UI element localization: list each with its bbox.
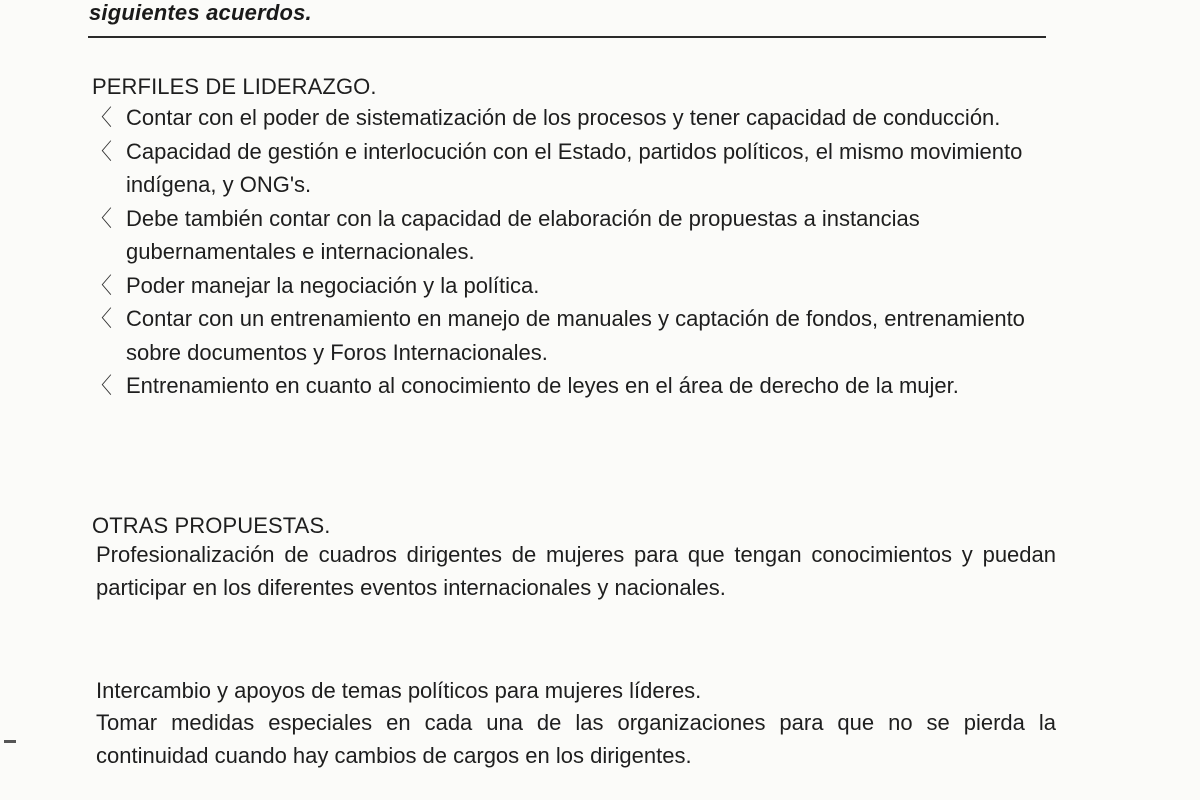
section-title-perfiles: PERFILES DE LIDERAZGO. — [92, 74, 377, 99]
proposal-paragraph: Intercambio y apoyos de temas políticos para mujeres líderes. — [96, 678, 702, 703]
heading-fragment: siguientes acuerdos. — [89, 0, 312, 25]
list-item — [90, 135, 1050, 202]
bullet-marker-icon: 〈 — [90, 306, 113, 331]
list-item-text: Contar con un entrenamiento en manejo de manuales y captación de fondos, entrenamiento sobre documentos y Foros Internacionales. — [126, 306, 1025, 365]
leadership-profile-list — [90, 101, 1050, 403]
list-item — [90, 269, 1050, 303]
scan-edge-mark — [4, 740, 16, 743]
list-item — [90, 101, 1050, 135]
list-item — [90, 302, 1050, 369]
list-item-text: Contar con el poder de sistematización de los procesos y tener capacidad de conducción. — [126, 105, 1001, 130]
bullet-marker-icon: 〈 — [90, 272, 113, 298]
bullet-marker-icon: 〈 — [90, 373, 113, 398]
horizontal-rule — [88, 36, 1046, 38]
list-item-text: Capacidad de gestión e interlocución con el Estado, partidos políticos, el mismo movimiento indígena, y ONG's. — [126, 138, 1023, 197]
bullet-marker-icon: 〈 — [90, 138, 113, 164]
proposal-paragraph: Tomar medidas especiales en cada una de las organizaciones para que no se pierda la continuidad cuando hay cambios de cargos en los dirigentes. — [96, 710, 1056, 768]
list-item-text: Debe también contar con la capacidad de elaboración de propuestas a instancias gubernamentales e internacionales. — [126, 205, 920, 264]
bullet-marker-icon: 〈 — [90, 105, 113, 130]
list-item-text: Poder manejar la negociación y la política. — [126, 272, 540, 298]
list-item — [90, 202, 1050, 269]
section-title-otras-propuestas: OTRAS PROPUESTAS. — [92, 513, 331, 538]
bullet-marker-icon: 〈 — [90, 205, 113, 231]
proposal-paragraph: Profesionalización de cuadros dirigentes de mujeres para que tengan conocimientos y puedan participar en los diferentes eventos internacionales y nacionales. — [96, 542, 1056, 600]
list-item — [90, 369, 1050, 403]
list-item-text: Entrenamiento en cuanto al conocimiento de leyes en el área de derecho de la mujer. — [126, 373, 959, 398]
